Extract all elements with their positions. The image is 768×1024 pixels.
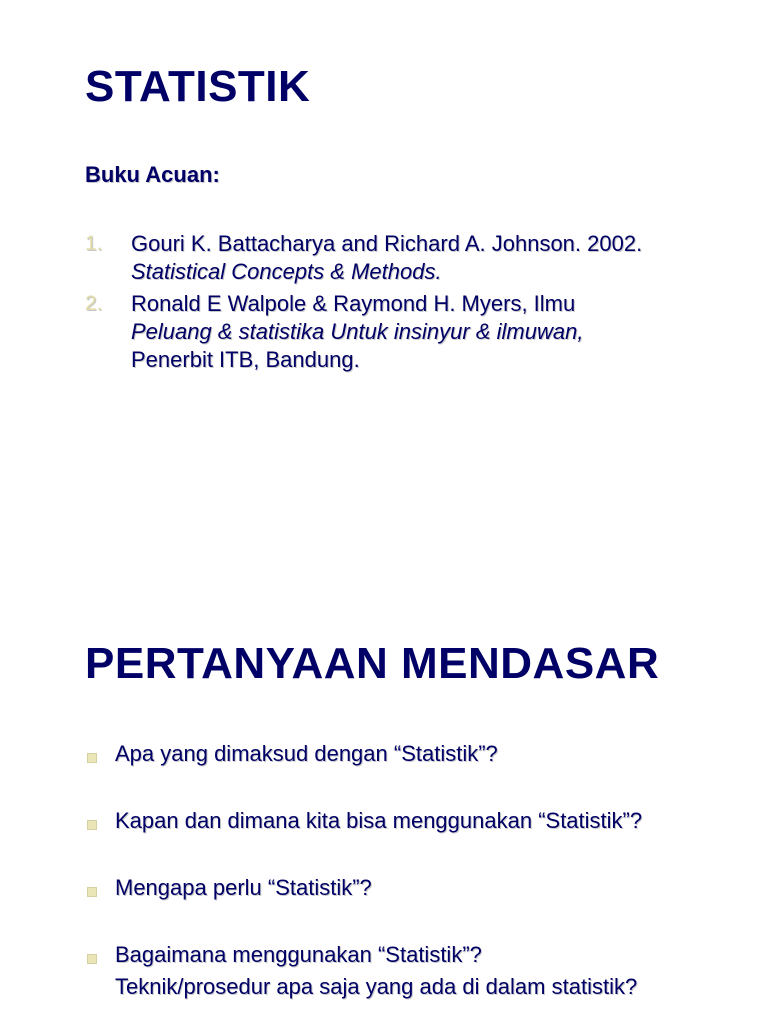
section-title: PERTANYAAN MENDASAR <box>85 639 660 688</box>
reference-item <box>85 230 755 286</box>
slide-pertanyaan-mendasar <box>0 512 768 1024</box>
reference-heading-colon: : <box>212 162 220 187</box>
reference-publisher-line: Penerbit ITB, Bandung. <box>131 347 360 372</box>
reference-heading-label: Buku Acuan <box>85 162 213 187</box>
square-bullet-icon <box>87 887 97 897</box>
question-text-continued: Teknik/prosedur apa saja yang ada di dalam statistik? <box>115 974 638 999</box>
question-text: Apa yang dimaksud dengan “Statistik”? <box>115 741 498 766</box>
question-text: Bagaimana menggunakan “Statistik”? <box>115 942 482 967</box>
reference-item <box>85 290 755 374</box>
question-item <box>85 805 755 872</box>
square-bullet-icon <box>87 753 97 763</box>
reference-number: 1. <box>85 232 103 255</box>
square-bullet-icon <box>87 954 97 964</box>
reference-heading <box>85 162 220 188</box>
question-item <box>85 939 755 1006</box>
reference-author-line: Gouri K. Battacharya and Richard A. Johnson. 2002. <box>131 231 643 256</box>
square-bullet-icon <box>87 820 97 830</box>
question-list <box>85 738 755 1006</box>
question-text: Kapan dan dimana kita bisa menggunakan “Statistik”? <box>115 808 643 833</box>
reference-number: 2. <box>85 292 103 315</box>
question-text: Mengapa perlu “Statistik”? <box>115 875 372 900</box>
page-title: STATISTIK <box>85 62 311 111</box>
question-item <box>85 738 755 805</box>
reference-list <box>85 230 755 378</box>
reference-book-title: Statistical Concepts & Methods. <box>131 259 442 284</box>
reference-book-title: Peluang & statistika Untuk insinyur & ilmuwan, <box>131 319 584 344</box>
question-item <box>85 872 755 939</box>
reference-author-line: Ronald E Walpole & Raymond H. Myers, Ilmu <box>131 291 576 316</box>
